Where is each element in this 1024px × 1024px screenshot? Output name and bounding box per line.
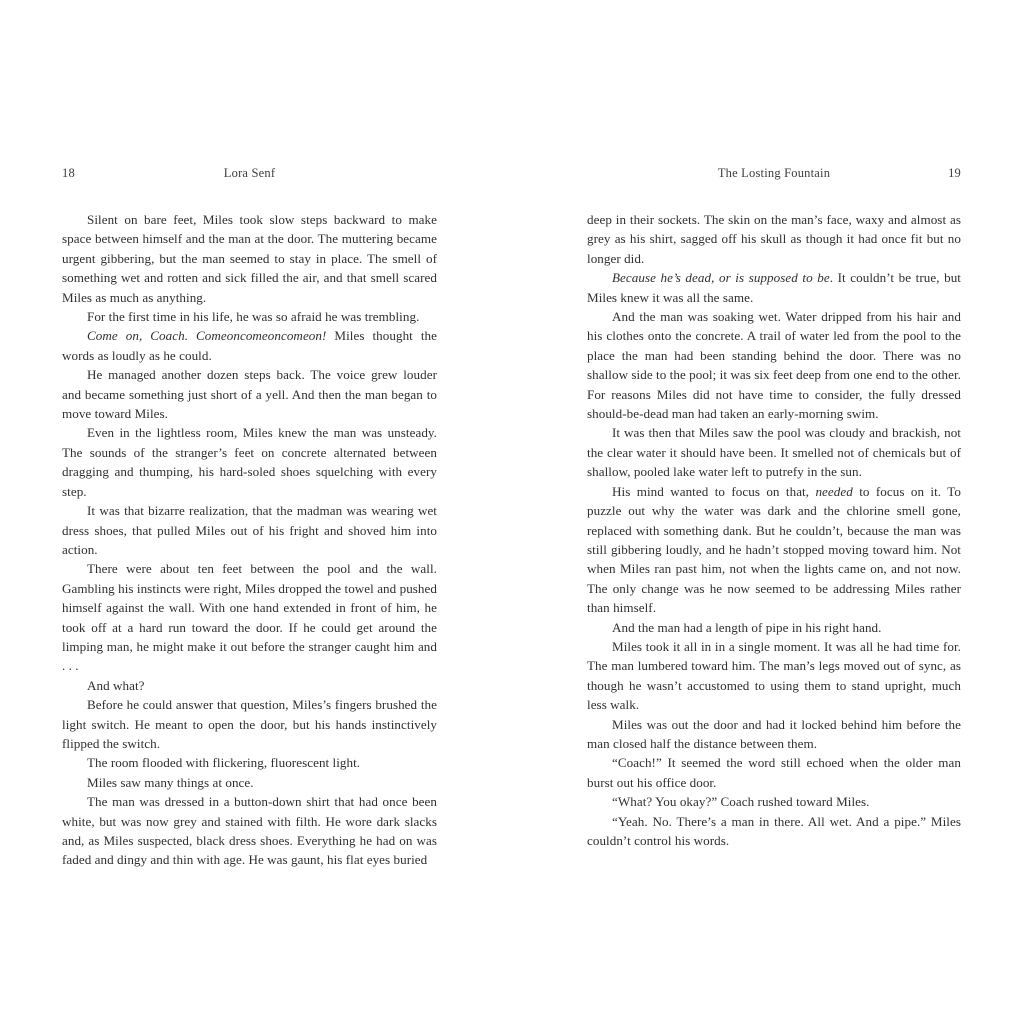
italic-text-segment: Because he’s dead, or is supposed to be (612, 270, 830, 286)
paragraph (587, 618, 961, 637)
page-right-text (587, 210, 961, 850)
text-segment: Miles thought the words as loudly as he could. (62, 328, 437, 363)
text-segment: And what? (87, 677, 145, 693)
paragraph (587, 268, 961, 307)
page-right (587, 0, 961, 1024)
paragraph (62, 365, 437, 423)
text-segment: . It couldn’t be true, but Miles knew it was all the same. (587, 270, 962, 305)
running-header-title: The Losting Fountain (717, 166, 831, 180)
italic-text-segment: needed (815, 483, 853, 499)
page-left-text (62, 210, 437, 870)
text-segment: The man was dressed in a button-down shirt that had once been white, but was now grey and stained with filth. He wore dark slacks and, as Miles suspected, black dress shoes. Everything he had on was faded and dingy and thin with age. He was gaunt, his flat eyes buried (62, 794, 437, 868)
italic-text-segment: Come on, Coach. Comeoncomeoncomeon! (87, 328, 327, 344)
text-segment: Before he could answer that question, Miles’s fingers brushed the light switch. He meant to open the door, but his hands instinctively flipped the switch. (62, 697, 437, 751)
paragraph (62, 501, 437, 559)
text-segment: “What? You okay?” Coach rushed toward Miles. (612, 794, 870, 810)
paragraph (62, 307, 437, 326)
paragraph (62, 792, 437, 870)
text-segment: The room flooded with flickering, fluorescent light. (87, 755, 361, 771)
text-segment: For the first time in his life, he was so afraid he was trembling. (87, 309, 420, 325)
text-segment: And the man had a length of pipe in his right hand. (612, 619, 882, 635)
text-segment: Silent on bare feet, Miles took slow steps backward to make space between himself and the man at the door. The muttering became urgent gibbering, but the man seemed to stay in place. The smell of something wet and rotten and sick filled the air, and that smell scared Miles as much as anything. (62, 212, 437, 305)
paragraph (587, 753, 961, 792)
page-right-header (587, 166, 961, 182)
paragraph (62, 753, 437, 772)
text-segment: “Yeah. No. There’s a man in there. All wet. And a pipe.” Miles couldn’t control his words. (587, 813, 961, 848)
paragraph (587, 792, 961, 811)
text-segment: It was then that Miles saw the pool was cloudy and brackish, not the clear water it should have been. It smelled not of chemicals but of shallow, pooled lake water left to putrefy in the sun. (587, 425, 961, 480)
paragraph (62, 423, 437, 501)
paragraph (62, 773, 437, 792)
text-segment: There were about ten feet between the pool and the wall. Gambling his instincts were right, Miles dropped the towel and pushed himself against the wall. With one hand extended in front of him, he took off at a hard run toward the door. If he could get around the limping man, he might make it out before the stranger caught him and . . . (62, 561, 437, 674)
paragraph (62, 695, 437, 753)
running-header-author: Lora Senf (223, 166, 276, 180)
text-segment: His mind wanted to focus on that, (612, 483, 816, 499)
paragraph (62, 559, 437, 675)
page-left-header (62, 166, 437, 182)
text-segment: “Coach!” It seemed the word still echoed when the older man burst out his office door. (587, 755, 961, 790)
text-segment: Miles saw many things at once. (87, 774, 254, 790)
paragraph (62, 210, 437, 307)
text-segment: deep in their sockets. The skin on the man’s face, waxy and almost as grey as his shirt, sagged off his skull as though it had once fit but no longer did. (587, 212, 961, 266)
paragraph (62, 326, 437, 365)
paragraph (587, 637, 961, 715)
page-number-left: 18 (62, 166, 75, 180)
text-segment: He managed another dozen steps back. The voice grew louder and became something just short of a yell. And then the man began to move toward Miles. (62, 367, 437, 422)
paragraph (587, 307, 961, 423)
text-segment: It was that bizarre realization, that the madman was wearing wet dress shoes, that pulled Miles out of his fright and shoved him into action. (62, 503, 437, 557)
paragraph (62, 676, 437, 695)
paragraph (587, 210, 961, 268)
page-number-right: 19 (948, 166, 961, 180)
paragraph (587, 482, 961, 618)
text-segment: to focus on it. To puzzle out why the water was dark and the chlorine smell gone, replaced with something dank. But he couldn’t, because the man was still gibbering loudly, and he hadn’t stopped moving toward him. Not when Miles ran past him, not when the lights came on, and not now. The only change was he now seemed to be addressing Miles rather than himself. (587, 483, 962, 616)
text-segment: Miles was out the door and had it locked behind him before the man closed half the distance between them. (587, 716, 961, 751)
page-left (62, 0, 437, 1024)
paragraph (587, 812, 961, 851)
text-segment: Even in the lightless room, Miles knew the man was unsteady. The sounds of the stranger’s feet on concrete alternated between dragging and thumping, his hard-soled shoes squelching with every step. (62, 425, 437, 499)
paragraph (587, 423, 961, 481)
paragraph (587, 715, 961, 754)
text-segment: And the man was soaking wet. Water dripped from his hair and his clothes onto the concrete. A trail of water led from the pool to the place the man had been standing behind the door. There was no shallow side to the pool; it was six feet deep from one end to the other. For reasons Miles did not have time to consider, the fully dressed should-be-dead man had taken an early-morning swim. (587, 309, 961, 422)
text-segment: Miles took it all in in a single moment. It was all he had time for. The man lumbered toward him. The man’s legs moved out of sync, as though he wasn’t accustomed to using them to stand upright, much less walk. (587, 638, 961, 713)
